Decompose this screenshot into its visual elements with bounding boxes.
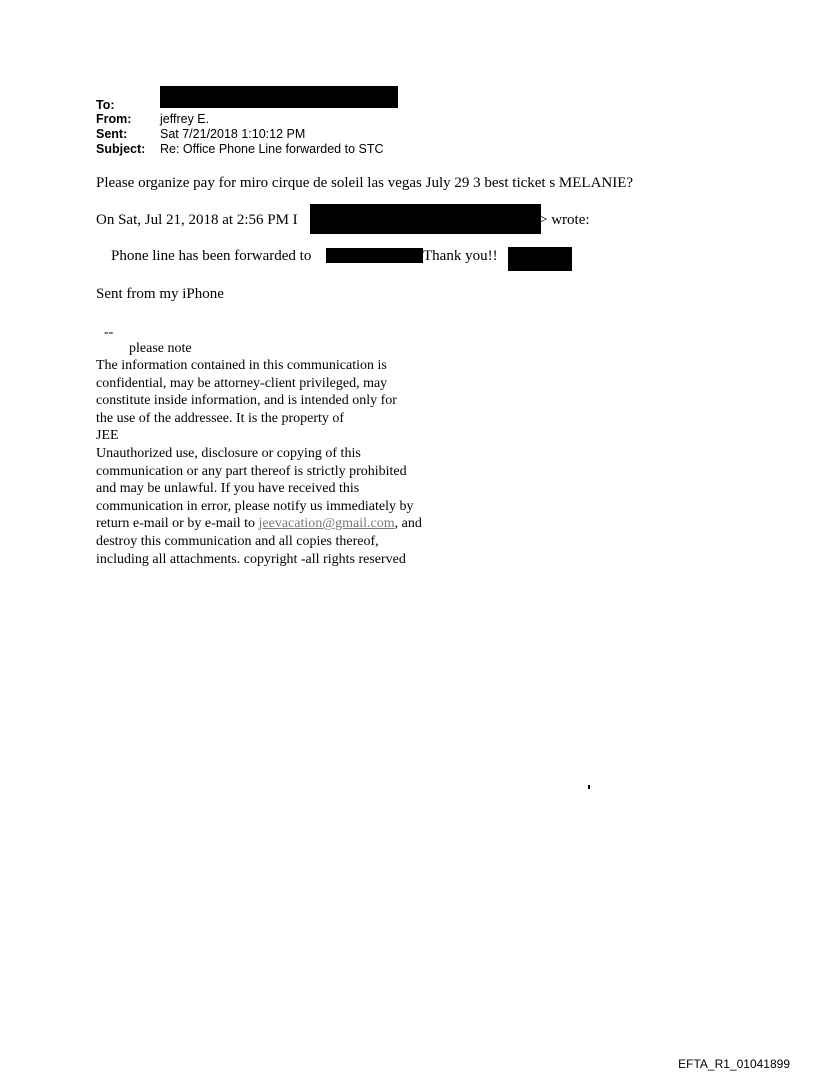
quote-wrote: > wrote: [539, 212, 590, 228]
disclaimer-email-line [96, 515, 422, 533]
phone-line-text: Phone line has been forwarded to [111, 248, 312, 264]
email-prefix: return e-mail or by e-mail to [96, 516, 259, 532]
header-subject [96, 142, 436, 156]
disclaimer-line: JEE [96, 428, 119, 444]
redaction-phone [326, 248, 423, 263]
from-label: From: [96, 112, 132, 126]
scan-speck [588, 785, 590, 789]
disclaimer-line: the use of the addressee. It is the property of [96, 410, 345, 426]
disclaimer [96, 357, 422, 568]
redaction-name [508, 247, 572, 271]
disclaimer-line: confidential, may be attorney-client privileged, may [96, 375, 388, 391]
disclaimer-line: Unauthorized use, disclosure or copying of this [96, 445, 361, 461]
from-value: jeffrey E. [160, 112, 210, 126]
email-suffix: , and [394, 516, 422, 532]
header-sent [96, 127, 416, 141]
dashes: -- [104, 325, 114, 340]
redaction-sender [310, 204, 541, 234]
header-from [96, 112, 416, 126]
redaction-to [160, 86, 398, 108]
quote-intro: On Sat, Jul 21, 2018 at 2:56 PM I [96, 212, 298, 228]
subject-value: Re: Office Phone Line forwarded to STC [160, 142, 384, 156]
disclaimer-line: including all attachments. copyright -all rights reserved [96, 551, 406, 567]
sent-value: Sat 7/21/2018 1:10:12 PM [160, 127, 306, 141]
document-id: EFTA_R1_01041899 [678, 1057, 790, 1071]
disclaimer-line: and may be unlawful. If you have received this [96, 481, 360, 497]
to-label: To: [96, 98, 115, 112]
sent-label: Sent: [96, 127, 128, 141]
email-link[interactable]: jeevacation@gmail.com [258, 516, 395, 532]
subject-label: Subject: [96, 142, 146, 156]
disclaimer-line: destroy this communication and all copies thereof, [96, 533, 379, 549]
please-note: please note [129, 341, 192, 356]
thank-you-text: Thank you!! [423, 248, 498, 264]
disclaimer-line: constitute inside information, and is intended only for [96, 393, 397, 409]
signature-text: Sent from my iPhone [96, 286, 224, 302]
disclaimer-line: communication in error, please notify us immediately by [96, 498, 414, 514]
disclaimer-line: communication or any part thereof is strictly prohibited [96, 463, 407, 479]
disclaimer-line: The information contained in this communication is [96, 358, 387, 373]
request-text: Please organize pay for miro cirque de soleil las vegas July 29 3 best ticket s MELANIE? [96, 175, 634, 191]
